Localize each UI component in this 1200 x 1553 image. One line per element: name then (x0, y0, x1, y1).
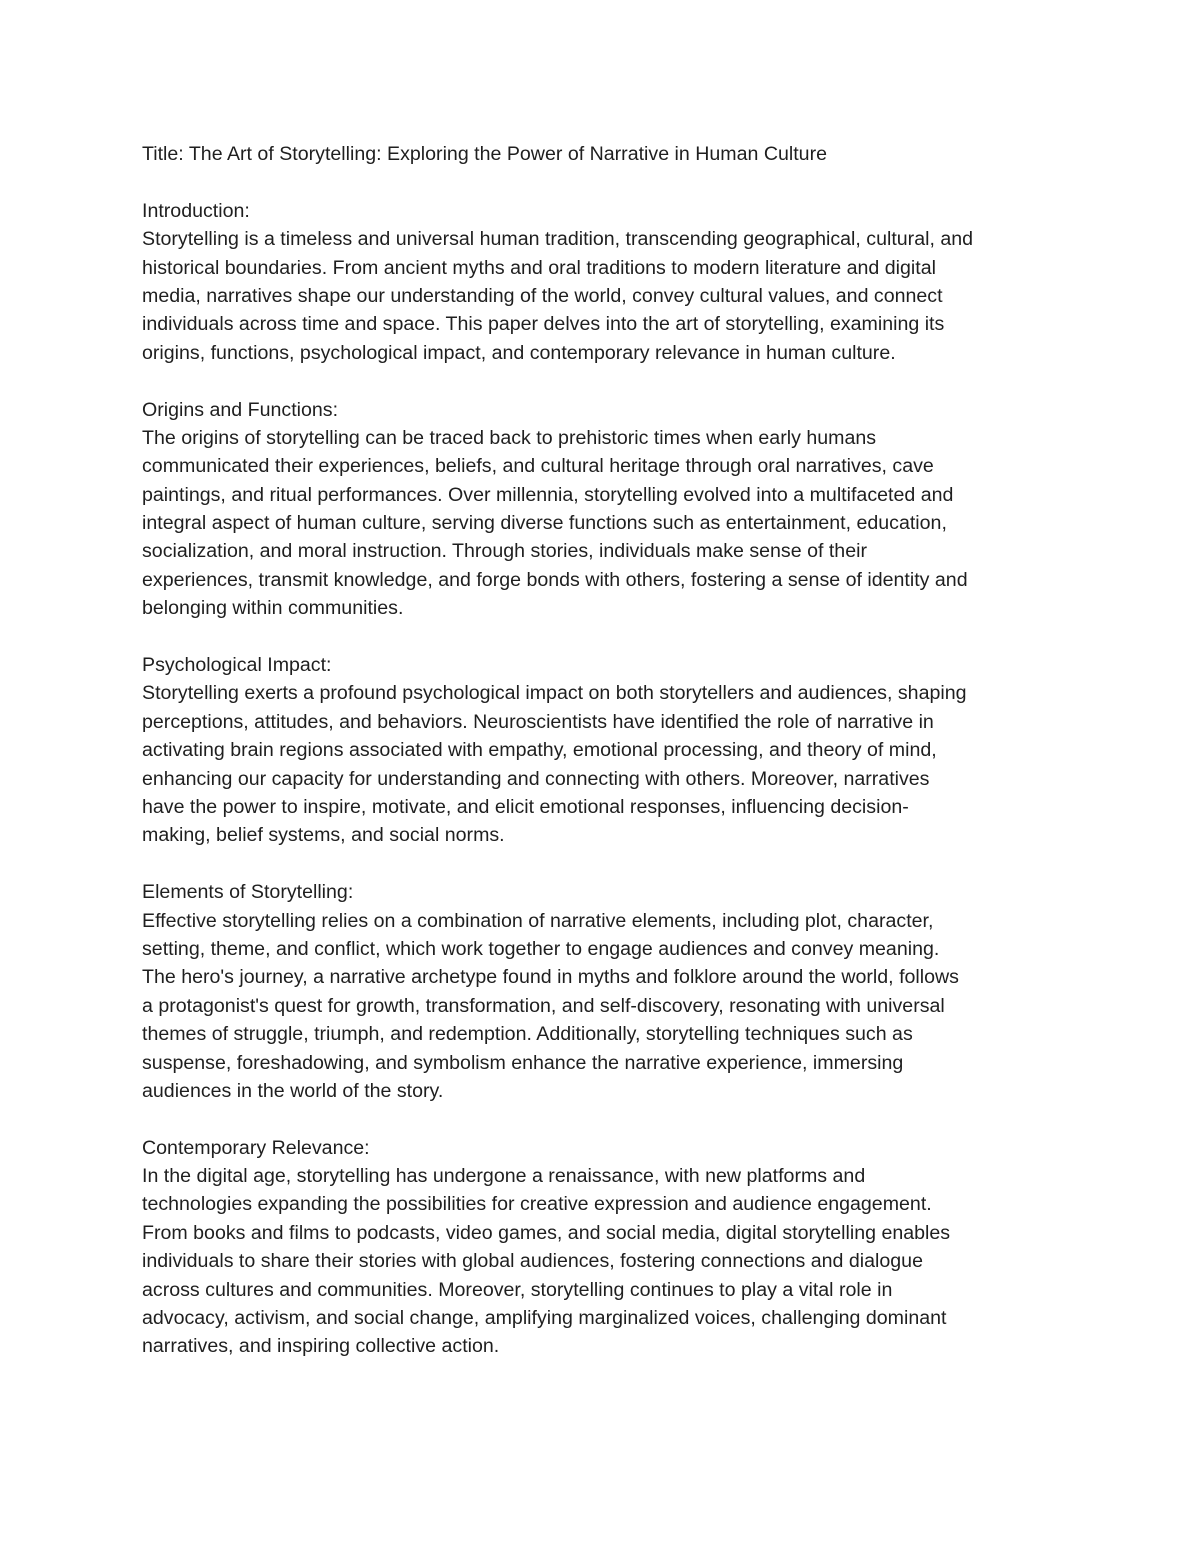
paragraph-line: origins, functions, psychological impact, and contemporary relevance in human culture. (142, 341, 896, 364)
paragraph-line: enhancing our capacity for understanding and connecting with others. Moreover, narratives (142, 767, 930, 790)
paragraph-line: perceptions, attitudes, and behaviors. Neuroscientists have identified the role of narrative in (142, 710, 934, 733)
paragraph-line: have the power to inspire, motivate, and elicit emotional responses, influencing decision- (142, 795, 909, 818)
paragraph-line: The origins of storytelling can be traced back to prehistoric times when early humans (142, 426, 877, 449)
document-section (142, 197, 1080, 367)
paragraph-line: activating brain regions associated with empathy, emotional processing, and theory of mind, (142, 739, 937, 762)
section-heading: Psychological Impact: (142, 654, 332, 677)
document-section (142, 1134, 1080, 1361)
paragraph-line: media, narratives shape our understanding of the world, convey cultural values, and connect (142, 284, 943, 307)
paragraph-line: Storytelling is a timeless and universal human tradition, transcending geographical, cultural, and (142, 228, 974, 251)
paragraph-line: belonging within communities. (142, 597, 404, 620)
section-heading: Elements of Storytelling: (142, 881, 354, 904)
paragraph-line: In the digital age, storytelling has undergone a renaissance, with new platforms and (142, 1165, 866, 1188)
section-heading: Contemporary Relevance: (142, 1136, 370, 1159)
paragraph-line: across cultures and communities. Moreover, storytelling continues to play a vital role in (142, 1278, 893, 1301)
section-heading: Origins and Functions: (142, 398, 339, 421)
paragraph-line: From books and films to podcasts, video games, and social media, digital storytelling enables (142, 1221, 951, 1244)
paragraph-line: The hero's journey, a narrative archetype found in myths and folklore around the world, follows (142, 966, 959, 989)
document-title: Title: The Art of Storytelling: Exploring the Power of Narrative in Human Culture (142, 143, 827, 165)
paragraph-line: technologies expanding the possibilities for creative expression and audience engagement. (142, 1193, 932, 1216)
document-section (142, 651, 1080, 850)
paragraph-line: individuals across time and space. This paper delves into the art of storytelling, examining its (142, 313, 945, 336)
paragraph-line: individuals to share their stories with global audiences, fostering connections and dialogue (142, 1250, 923, 1273)
paragraph-line: historical boundaries. From ancient myths and oral traditions to modern literature and digital (142, 256, 936, 279)
paragraph-line: suspense, foreshadowing, and symbolism enhance the narrative experience, immersing (142, 1051, 904, 1074)
paragraph-line: Effective storytelling relies on a combination of narrative elements, including plot, character, (142, 909, 934, 932)
paragraph-line: integral aspect of human culture, serving diverse functions such as entertainment, education, (142, 512, 947, 535)
document-body (142, 197, 1080, 1361)
paragraph-line: audiences in the world of the story. (142, 1079, 444, 1102)
paragraph-line: advocacy, activism, and social change, amplifying marginalized voices, challenging dominant (142, 1307, 947, 1330)
paragraph-line: paintings, and ritual performances. Over millennia, storytelling evolved into a multifaceted and (142, 483, 954, 506)
document-section (142, 878, 1080, 1105)
paragraph-line: Storytelling exerts a profound psychological impact on both storytellers and audiences, shaping (142, 682, 967, 705)
paragraph-line: socialization, and moral instruction. Through stories, individuals make sense of their (142, 540, 867, 563)
paragraph-line: experiences, transmit knowledge, and forge bonds with others, fostering a sense of identity and (142, 568, 968, 591)
paragraph-line: themes of struggle, triumph, and redemption. Additionally, storytelling techniques such as (142, 1023, 913, 1046)
paragraph-line: making, belief systems, and social norms. (142, 824, 505, 847)
paragraph-line: communicated their experiences, beliefs, and cultural heritage through oral narratives, cave (142, 455, 934, 478)
section-heading: Introduction: (142, 199, 250, 222)
paragraph-line: setting, theme, and conflict, which work together to engage audiences and convey meaning. (142, 937, 940, 960)
document-section (142, 396, 1080, 623)
paragraph-line: a protagonist's quest for growth, transformation, and self-discovery, resonating with universal (142, 994, 945, 1017)
paragraph-line: narratives, and inspiring collective action. (142, 1335, 500, 1358)
